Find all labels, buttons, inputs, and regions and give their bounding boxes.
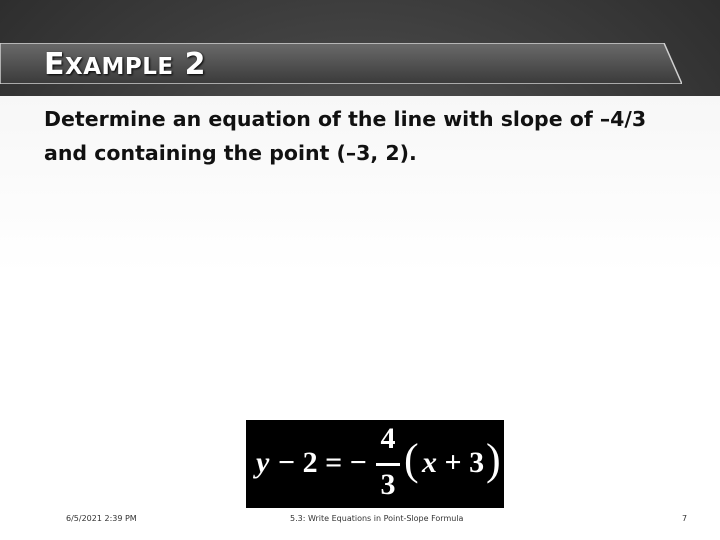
- answer-formula: [246, 420, 504, 508]
- title-number: 2: [184, 47, 206, 82]
- problem-statement: [44, 102, 684, 170]
- fraction-numerator: 4: [380, 422, 396, 455]
- slide-title: [44, 47, 206, 85]
- formula-lhs: − 2 = −: [278, 446, 367, 479]
- formula-var-x: x: [422, 446, 437, 479]
- fraction-bar: [376, 463, 400, 466]
- formula-close-paren: ): [486, 435, 501, 484]
- footer-date: 6/5/2021 2:39 PM: [66, 514, 137, 523]
- fraction-denominator: 3: [380, 468, 396, 501]
- footer-page-number: 7: [682, 514, 688, 523]
- formula-rhs: [422, 446, 484, 480]
- footer-title: 5.3: Write Equations in Point-Slope Formula: [290, 514, 464, 523]
- formula-var-y: y: [256, 446, 270, 479]
- formula-rhs-rest: + 3: [437, 446, 485, 479]
- problem-line-1: Determine an equation of the line with slope of –4/3: [44, 107, 647, 131]
- title-rest: XAMPLE: [65, 54, 174, 80]
- problem-line-2: and containing the point (–3, 2).: [44, 141, 417, 165]
- formula-open-paren: (: [404, 435, 419, 484]
- title-initial: E: [44, 47, 65, 82]
